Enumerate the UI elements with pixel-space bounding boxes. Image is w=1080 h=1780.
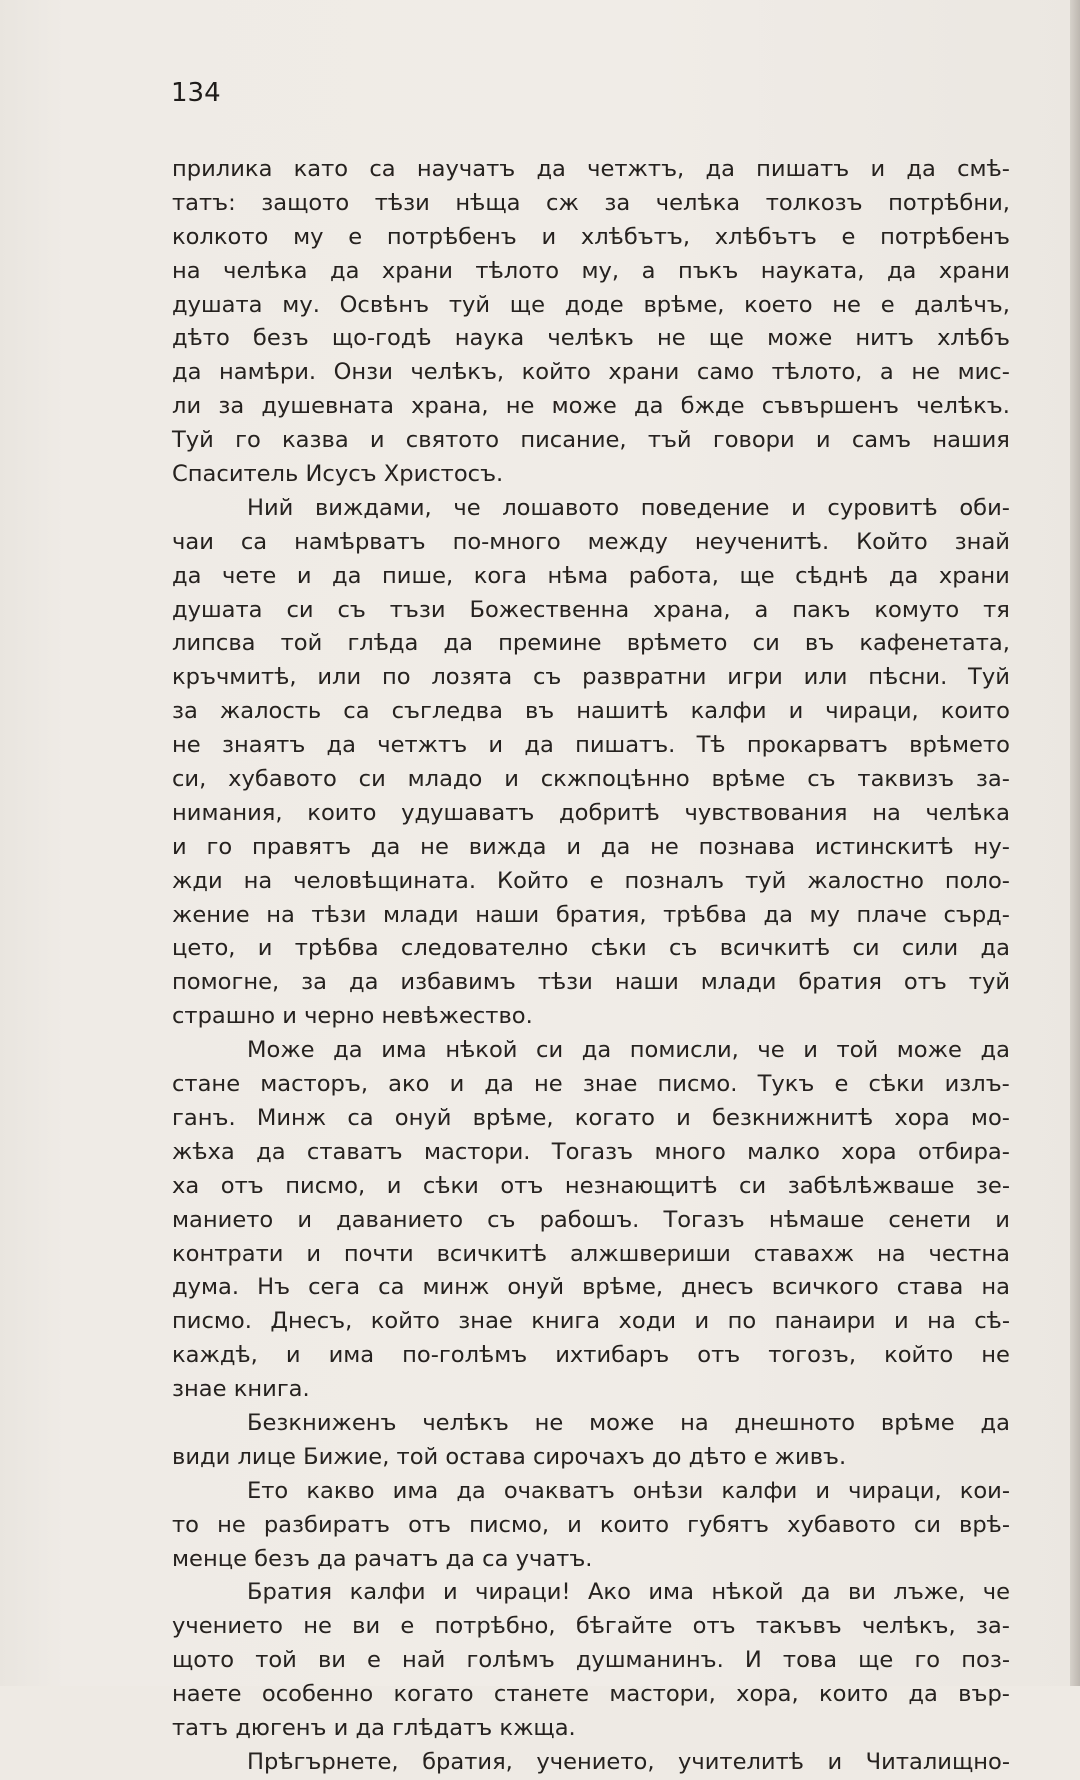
paragraph (172, 1407, 1010, 1475)
text-line: наете особенно когато станете мастори, хора, които да вър- (172, 1681, 1010, 1708)
text-line: Прѣгърнете, братия, учението, учителитѣ и Читалищно- (247, 1748, 1010, 1775)
text-line: писмо. Днесъ, който знае книга ходи и по панаири и на сѣ- (172, 1308, 1010, 1335)
text-line: на челѣка да храни тѣлото му, а пъкъ науката, да храни (172, 257, 1010, 284)
page-number: 134 (171, 78, 221, 108)
text-line: кръчмитѣ, или по лозята съ развратни игри или пѣсни. Туй (172, 664, 1010, 691)
text-line: жди на человѣщината. Който е позналъ туй жалостно поло- (172, 867, 1010, 894)
text-line: да намѣри. Онзи челѣкъ, който храни само тѣлото, а не мис- (172, 359, 1010, 386)
text-line: да чете и да пише, кога нѣма работа, ще сѣднѣ да храни (172, 562, 1010, 589)
text-line: прилика като са научатъ да четжтъ, да пишатъ и да смѣ- (172, 156, 1010, 182)
text-line: Ето какво има да очакватъ онѣзи калфи и чираци, кои- (247, 1477, 1010, 1504)
text-line: жѣха да ставатъ мастори. Тогазъ много малко хора отбира- (172, 1138, 1010, 1165)
text-line: си, хубавото си младо и скжпоцѣнно врѣме съ таквизъ за- (172, 766, 1010, 793)
paragraph (172, 1034, 1010, 1407)
text-line: чаи са намѣрватъ по-много между неученитѣ. Който знай (172, 528, 1010, 555)
text-line: ганъ. Минж са онуй врѣме, когато и безкнижнитѣ хора мо- (172, 1104, 1010, 1131)
text-line: дума. Нъ сега са минж онуй врѣме, днесъ всичкого става на (172, 1274, 1010, 1301)
text-line: нимания, които удушаватъ добритѣ чувствования на челѣка (172, 799, 1010, 826)
text-line: помогне, за да избавимъ тѣзи наши млади братия отъ туй (172, 969, 1010, 996)
body-text (172, 153, 1010, 1780)
text-line: за жалость са съгледва въ нашитѣ калфи и чираци, които (172, 698, 1010, 725)
text-line: жение на тѣзи млади наши братия, трѣбва да му плаче сърд- (172, 901, 1010, 928)
text-line: Спаситель Исусъ Христосъ. (172, 461, 504, 488)
paragraph (172, 1475, 1010, 1577)
text-line: Ний виждами, че лошавото поведение и суровитѣ оби- (247, 494, 1010, 521)
text-line: Туй го казва и святото писание, тъй говори и самъ нашия (172, 427, 1010, 454)
text-line: каждѣ, и има по-голѣмъ ихтибаръ отъ тогозъ, който не (172, 1342, 1010, 1369)
text-line: душата си съ тъзи Божественна храна, а пакъ комуто тя (172, 596, 1010, 623)
text-line: учението не ви е потрѣбно, бѣгайте отъ такъвъ челѣкъ, за- (172, 1613, 1010, 1640)
page-edge (1070, 0, 1080, 1686)
text-line: ха отъ писмо, и сѣки отъ незнающитѣ си забѣлѣжваше зе- (172, 1172, 1010, 1199)
text-line: липсва той глѣда да премине врѣмето си въ кафенетата, (172, 630, 1010, 657)
text-line: душата му. Освѣнъ туй ще доде врѣме, което не е далѣчъ, (172, 291, 1010, 318)
text-line: Безкниженъ челѣкъ не може на днешното врѣме да (247, 1409, 1010, 1436)
text-line: менце безъ да рачатъ да са учатъ. (172, 1545, 593, 1572)
text-line: Може да има нѣкой си да помисли, че и той може да (247, 1037, 1010, 1064)
paragraph (172, 153, 1010, 492)
text-line: татъ дюгенъ и да глѣдатъ кжща. (172, 1714, 576, 1741)
paragraph (172, 1576, 1010, 1745)
text-line: и го правятъ да не вижда и да не познава истинскитѣ ну- (172, 833, 1010, 860)
text-line: татъ: защото тѣзи нѣща сж за челѣка толкозъ потрѣбни, (172, 189, 1010, 216)
text-line: колкото му е потрѣбенъ и хлѣбътъ, хлѣбътъ е потрѣбенъ (172, 223, 1010, 250)
text-line: стане масторъ, ако и да не знае писмо. Тукъ е сѣки излъ- (172, 1071, 1010, 1098)
text-line: манието и даванието съ рабошъ. Тогазъ нѣмаше сенети и (172, 1206, 1010, 1233)
text-line: то не разбиратъ отъ писмо, и които губятъ хубавото си врѣ- (172, 1511, 1010, 1538)
text-line: цето, и трѣбва следователно сѣки съ всичкитѣ си сили да (172, 935, 1010, 962)
text-line: контрати и почти всичкитѣ алжшвериши ставахж на честна (172, 1240, 1010, 1267)
text-line: ли за душевната храна, не може да бжде съвършенъ челѣкъ. (172, 393, 1010, 420)
text-line: не знаятъ да четжтъ и да пишатъ. Тѣ прокарватъ врѣмето (172, 732, 1010, 759)
text-line: страшно и черно невѣжество. (172, 1003, 533, 1030)
paragraph (172, 1746, 1010, 1780)
paragraph (172, 492, 1010, 1034)
text-line: дѣто безъ що-годѣ наука челѣкъ не ще може нитъ хлѣбъ (172, 325, 1010, 352)
text-line: Братия калфи и чираци! Ако има нѣкой да ви лъже, че (247, 1579, 1010, 1606)
text-line: щото той ви е най голѣмъ душманинъ. И това ще го поз- (172, 1647, 1010, 1674)
text-line: види лице Бижие, той остава сирочахъ до дѣто е живъ. (172, 1443, 847, 1470)
text-line: знае книга. (172, 1376, 310, 1403)
